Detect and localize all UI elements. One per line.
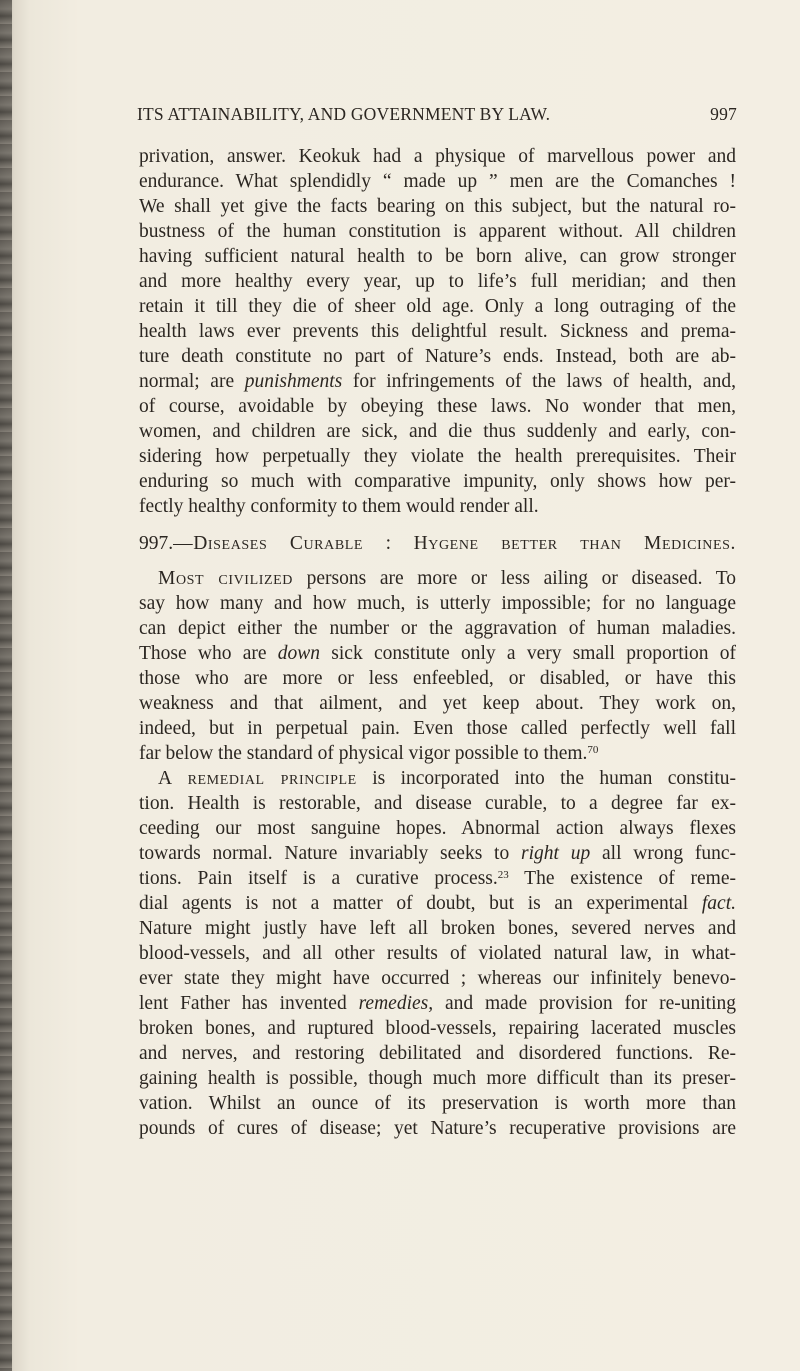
text-run: dial agents is not a matter of doubt, but is an experimental	[139, 893, 689, 914]
text-line: having sufficient natural health to be born alive, can grow stronger	[139, 246, 736, 267]
text-run: sick constitute only a very small proportion of	[331, 643, 737, 664]
text-line	[158, 566, 736, 591]
text-line: blood-vessels, and all other results of violated natural law, in what-	[139, 943, 736, 964]
emphasis-punishments: punishments	[244, 371, 343, 392]
text-line: retain it till they die of sheer old age. Only a long outraging of the	[139, 296, 736, 317]
section-number: 997.	[139, 533, 174, 554]
text-run: for infringements of the laws of health, and,	[352, 371, 736, 392]
text-line: fectly healthy conformity to them would render all.	[139, 496, 539, 517]
text-line: broken bones, and ruptured blood-vessels, repairing lacerated muscles	[139, 1018, 736, 1039]
text-line	[139, 841, 736, 866]
text-run: far below the standard of physical vigor possible to them.	[139, 743, 588, 764]
text-line: health laws ever prevents this delightful result. Sickness and prema-	[139, 321, 736, 342]
text-line: endurance. What splendidly “ made up ” men are the Comanches !	[139, 171, 736, 192]
footnote-ref: 23	[497, 868, 509, 881]
text-run: normal; are	[139, 371, 235, 392]
text-line: indeed, but in perpetual pain. Even those called perfectly well fall	[139, 718, 736, 739]
text-line: enduring so much with comparative impunity, only shows how per-	[139, 471, 736, 492]
emphasis-remedies: remedies,	[358, 993, 434, 1014]
text-line: Nature might justly have left all broken bones, severed nerves and	[139, 918, 736, 939]
running-head	[137, 104, 737, 128]
section-title-part-2: Hygene better than Medicines.	[413, 533, 737, 554]
text-line	[139, 866, 736, 891]
text-line: sidering how perpetually they violate the health prerequisites. Their	[139, 446, 736, 467]
text-line	[139, 641, 736, 666]
lead-words: A remedial principle	[158, 768, 357, 789]
text-line: ceeding our most sanguine hopes. Abnormal action always flexes	[139, 818, 736, 839]
text-run: towards normal. Nature invariably seeks to	[139, 843, 510, 864]
text-line	[139, 369, 736, 394]
text-line: pounds of cures of disease; yet Nature’s recuperative provisions are	[139, 1118, 736, 1139]
text-line: ture death constitute no part of Nature’s ends. Instead, both are ab-	[139, 346, 736, 367]
text-line: say how many and how much, is utterly impossible; for no language	[139, 593, 736, 614]
text-line: privation, answer. Keokuk had a physique of marvellous power and	[139, 146, 736, 167]
section-heading	[139, 531, 736, 556]
text-line: can depict either the number or the aggravation of human maladies.	[139, 618, 736, 639]
text-run: The existence of reme-	[524, 868, 736, 889]
text-line: of course, avoidable by obeying these laws. No wonder that men,	[139, 396, 736, 417]
section-title-part-1: —Diseases Curable :	[173, 533, 392, 554]
lead-words: Most civilized	[158, 568, 293, 589]
text-line: bustness of the human constitution is apparent without. All children	[139, 221, 736, 242]
text-run: and made provision for re-uniting	[444, 993, 736, 1014]
running-head-title: ITS ATTAINABILITY, AND GOVERNMENT BY LAW.	[137, 104, 551, 124]
text-line: and nerves, and restoring debilitated and disordered functions. Re-	[139, 1043, 736, 1064]
footnote-ref: 70	[587, 743, 599, 756]
text-line: vation. Whilst an ounce of its preservation is worth more than	[139, 1093, 736, 1114]
text-run: all wrong func-	[602, 843, 737, 864]
text-line: We shall yet give the facts bearing on this subject, but the natural ro-	[139, 196, 736, 217]
text-run: persons are more or less ailing or diseased. To	[306, 568, 736, 589]
emphasis-fact: fact.	[701, 893, 737, 914]
text-line: those who are more or less enfeebled, or disabled, or have this	[139, 668, 736, 689]
text-line	[139, 741, 736, 766]
text-line	[139, 891, 736, 916]
text-line: women, and children are sick, and die thus suddenly and early, con-	[139, 421, 736, 442]
text-run: is incorporated into the human constitu-	[372, 768, 737, 789]
text-line: and more healthy every year, up to life’s full meridian; and then	[139, 271, 736, 292]
page-number: 997	[710, 104, 737, 124]
emphasis-down: down	[277, 643, 321, 664]
emphasis-right-up: right up	[521, 843, 591, 864]
text-line: gaining health is possible, though much more difficult than its preser-	[139, 1068, 736, 1089]
page-binding-edge	[0, 0, 12, 1371]
text-run: lent Father has invented	[139, 993, 347, 1014]
text-run: tions. Pain itself is a curative process.	[139, 868, 498, 889]
text-line	[139, 991, 736, 1016]
text-line: ever state they might have occurred ; whereas our infinitely benevo-	[139, 968, 736, 989]
text-line	[158, 766, 736, 791]
text-run: Those who are	[139, 643, 267, 664]
text-line: weakness and that ailment, and yet keep about. They work on,	[139, 693, 736, 714]
text-line: tion. Health is restorable, and disease curable, to a degree far ex-	[139, 793, 736, 814]
